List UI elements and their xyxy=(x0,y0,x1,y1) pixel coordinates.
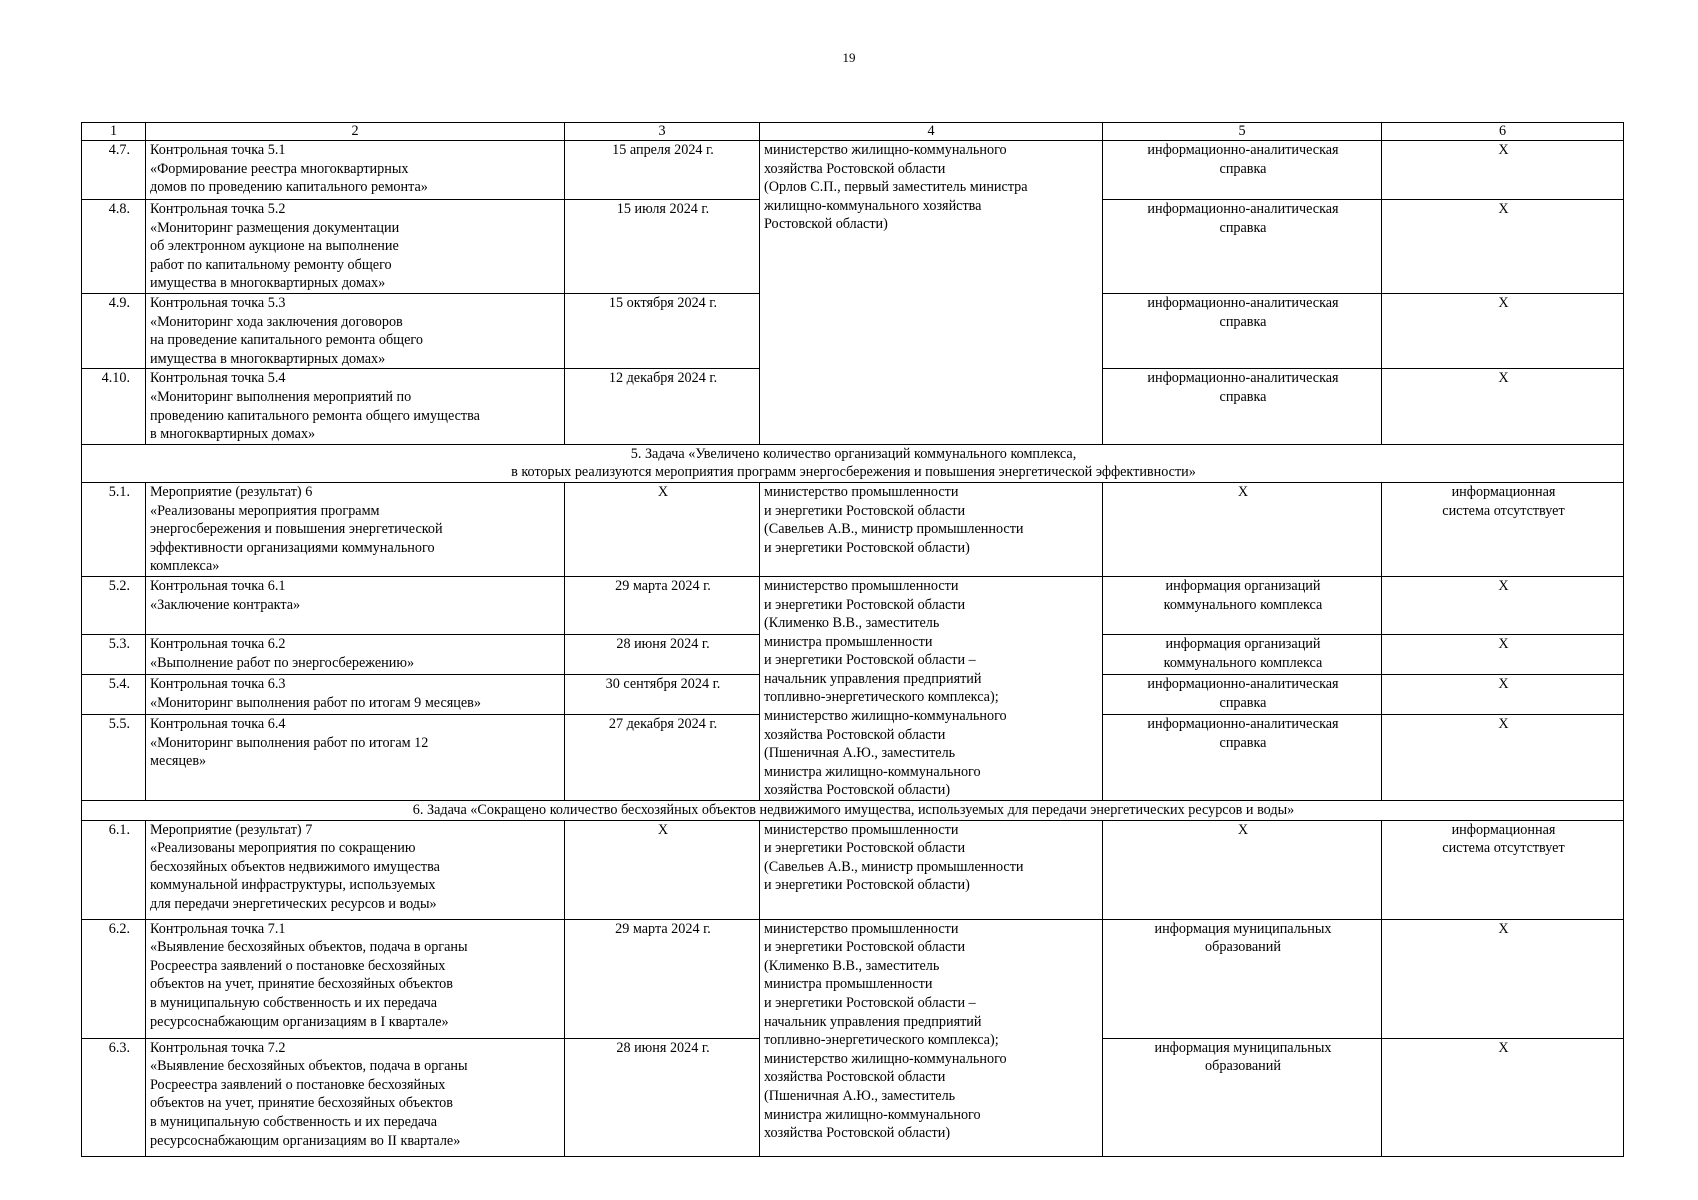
info-system: Х xyxy=(1382,576,1624,635)
row-number: 4.9. xyxy=(82,293,146,368)
due-date: 15 июля 2024 г. xyxy=(565,200,760,294)
item-name: Контрольная точка 5.3 «Мониторинг хода заключения договоров на проведение капитального ремонта общего имущества в многоквартирных домах» xyxy=(146,293,565,368)
responsible-executor: министерство жилищно-коммунального хозяйства Ростовской области (Орлов С.П., первый заместитель министра жилищно-коммунального хозяйства Ростовской области) xyxy=(760,141,1103,445)
item-name: Мероприятие (результат) 7 «Реализованы мероприятия по сокращению бесхозяйных объектов недвижимого имущества коммунальной инфраструктуры, используемых для передачи энергетических ресурсов и воды» xyxy=(146,820,565,919)
item-name: Контрольная точка 6.2 «Выполнение работ по энергосбережению» xyxy=(146,635,565,675)
header-cell: 4 xyxy=(760,123,1103,141)
item-name: Контрольная точка 7.1 «Выявление бесхозяйных объектов, подача в органы Росреестра заявлений о постановке бесхозяйных объектов на учет, принятие бесхозяйных объектов в муниципальную собственность и их передача ресурсоснабжающим организациям в I квартале» xyxy=(146,919,565,1038)
table-row xyxy=(82,820,1624,919)
item-name: Контрольная точка 5.1 «Формирование реестра многоквартирных домов по проведению капитального ремонта» xyxy=(146,141,565,200)
header-cell: 2 xyxy=(146,123,565,141)
table-row xyxy=(82,576,1624,635)
document-type: информация муниципальных образований xyxy=(1103,1038,1382,1156)
document-type: информационно-аналитическая справка xyxy=(1103,141,1382,200)
info-system: Х xyxy=(1382,293,1624,368)
item-name: Контрольная точка 5.2 «Мониторинг размещения документации об электронном аукционе на выполнение работ по капитальному ремонту общего имущества в многоквартирных домах» xyxy=(146,200,565,294)
row-number: 5.2. xyxy=(82,576,146,635)
info-system: Х xyxy=(1382,141,1624,200)
document-type: Х xyxy=(1103,820,1382,919)
info-system: Х xyxy=(1382,919,1624,1038)
row-number: 5.3. xyxy=(82,635,146,675)
due-date: Х xyxy=(565,482,760,576)
section-title: 6. Задача «Сокращено количество бесхозяйных объектов недвижимого имущества, используемых для передачи энергетических ресурсов и воды» xyxy=(82,801,1624,821)
section-title: 5. Задача «Увеличено количество организаций коммунального комплекса, в которых реализуются мероприятия программ энергосбережения и повышения энергетической эффективности» xyxy=(82,444,1624,482)
item-name: Мероприятие (результат) 6 «Реализованы мероприятия программ энергосбережения и повышения энергетической эффективности организациями коммунального комплекса» xyxy=(146,482,565,576)
due-date: 28 июня 2024 г. xyxy=(565,635,760,675)
row-number: 4.8. xyxy=(82,200,146,294)
document-type: информационно-аналитическая справка xyxy=(1103,675,1382,715)
row-number: 5.4. xyxy=(82,675,146,715)
page-number: 19 xyxy=(842,50,856,65)
header-cell: 6 xyxy=(1382,123,1624,141)
row-number: 5.5. xyxy=(82,715,146,801)
table-row xyxy=(82,919,1624,1038)
responsible-executor: министерство промышленности и энергетики Ростовской области (Савельев А.В., министр промышленности и энергетики Ростовской области) xyxy=(760,820,1103,919)
due-date: 30 сентября 2024 г. xyxy=(565,675,760,715)
document-type: информационно-аналитическая справка xyxy=(1103,715,1382,801)
responsible-executor: министерство промышленности и энергетики Ростовской области (Савельев А.В., министр промышленности и энергетики Ростовской области) xyxy=(760,482,1103,576)
item-name: Контрольная точка 7.2 «Выявление бесхозяйных объектов, подача в органы Росреестра заявлений о постановке бесхозяйных объектов на учет, принятие бесхозяйных объектов в муниципальную собственность и их передача ресурсоснабжающим организациям во II квартале» xyxy=(146,1038,565,1156)
info-system: информационная система отсутствует xyxy=(1382,482,1624,576)
plan-table xyxy=(81,122,1624,1157)
document-type: информационно-аналитическая справка xyxy=(1103,200,1382,294)
document-type: информационно-аналитическая справка xyxy=(1103,369,1382,444)
info-system: Х xyxy=(1382,715,1624,801)
row-number: 4.10. xyxy=(82,369,146,444)
header-cell: 3 xyxy=(565,123,760,141)
header-cell: 1 xyxy=(82,123,146,141)
table-row xyxy=(82,141,1624,200)
responsible-executor: министерство промышленности и энергетики Ростовской области (Клименко В.В., заместитель министра промышленности и энергетики Ростовской области – начальник управления предприятий топливно-энергетического комплекса); министерство жилищно-коммунального хозяйства Ростовской области (Пшеничная А.Ю., заместитель министра жилищно-коммунального хозяйства Ростовской области) xyxy=(760,919,1103,1156)
responsible-executor: министерство промышленности и энергетики Ростовской области (Клименко В.В., заместитель министра промышленности и энергетики Ростовской области – начальник управления предприятий топливно-энергетического комплекса); министерство жилищно-коммунального хозяйства Ростовской области (Пшеничная А.Ю., заместитель министра жилищно-коммунального хозяйства Ростовской области) xyxy=(760,576,1103,800)
row-number: 5.1. xyxy=(82,482,146,576)
info-system: Х xyxy=(1382,635,1624,675)
column-numbers-row xyxy=(82,123,1624,141)
document-type: информация муниципальных образований xyxy=(1103,919,1382,1038)
due-date: 29 марта 2024 г. xyxy=(565,919,760,1038)
due-date: 12 декабря 2024 г. xyxy=(565,369,760,444)
info-system: Х xyxy=(1382,200,1624,294)
due-date: 15 апреля 2024 г. xyxy=(565,141,760,200)
info-system: Х xyxy=(1382,369,1624,444)
due-date: 27 декабря 2024 г. xyxy=(565,715,760,801)
info-system: Х xyxy=(1382,1038,1624,1156)
header-cell: 5 xyxy=(1103,123,1382,141)
section-row xyxy=(82,444,1624,482)
item-name: Контрольная точка 6.3 «Мониторинг выполнения работ по итогам 9 месяцев» xyxy=(146,675,565,715)
row-number: 6.3. xyxy=(82,1038,146,1156)
item-name: Контрольная точка 5.4 «Мониторинг выполнения мероприятий по проведению капитального ремонта общего имущества в многоквартирных домах» xyxy=(146,369,565,444)
document-type: Х xyxy=(1103,482,1382,576)
info-system: информационная система отсутствует xyxy=(1382,820,1624,919)
due-date: 15 октября 2024 г. xyxy=(565,293,760,368)
due-date: 28 июня 2024 г. xyxy=(565,1038,760,1156)
document-type: информация организаций коммунального комплекса xyxy=(1103,635,1382,675)
due-date: 29 марта 2024 г. xyxy=(565,576,760,635)
table-row xyxy=(82,482,1624,576)
document-type: информация организаций коммунального комплекса xyxy=(1103,576,1382,635)
item-name: Контрольная точка 6.4 «Мониторинг выполнения работ по итогам 12 месяцев» xyxy=(146,715,565,801)
section-row xyxy=(82,801,1624,821)
info-system: Х xyxy=(1382,675,1624,715)
due-date: Х xyxy=(565,820,760,919)
row-number: 6.1. xyxy=(82,820,146,919)
document-type: информационно-аналитическая справка xyxy=(1103,293,1382,368)
item-name: Контрольная точка 6.1 «Заключение контракта» xyxy=(146,576,565,635)
row-number: 4.7. xyxy=(82,141,146,200)
row-number: 6.2. xyxy=(82,919,146,1038)
